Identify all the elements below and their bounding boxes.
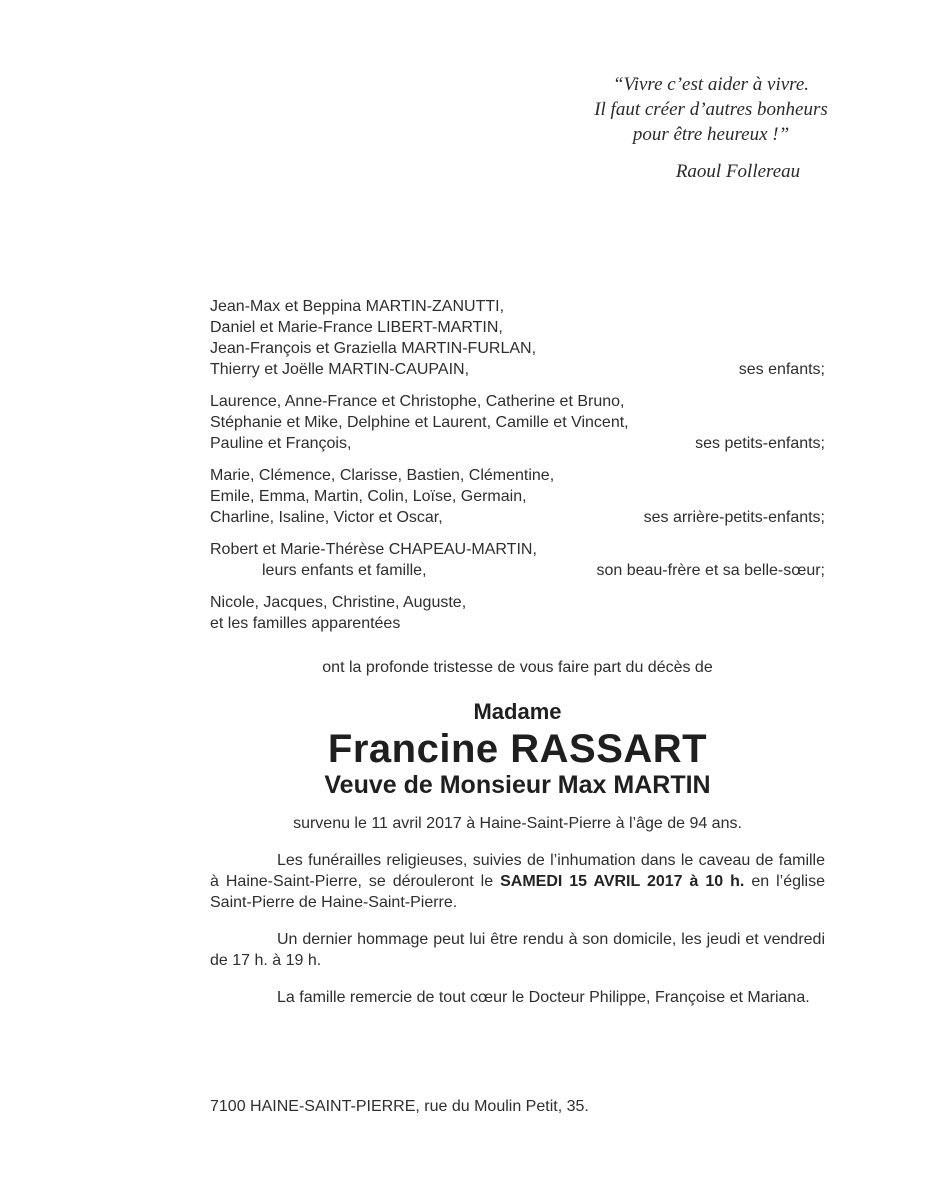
family-names-line: Stéphanie et Mike, Delphine et Laurent, Camille et Vincent,	[210, 414, 629, 431]
body-paragraph	[210, 987, 825, 1008]
paragraph-text: La famille remercie de tout cœur le Docteur Philippe, Françoise et Mariana.	[277, 989, 810, 1006]
body-paragraphs	[210, 850, 825, 1008]
quote-block	[556, 72, 866, 184]
family-names-line: et les familles apparentées	[210, 615, 401, 632]
family-last-line	[210, 613, 825, 634]
family-group	[210, 296, 825, 380]
ceremony-datetime-bold: SAMEDI 15 AVRIL 2017 à 10 h.	[500, 873, 745, 890]
quote-line: pour être heureux !”	[632, 124, 790, 145]
body-paragraph	[210, 850, 825, 913]
family-names-line: Jean-Max et Beppina MARTIN-ZANUTTI,	[210, 298, 505, 315]
announcement-intro: ont la profonde tristesse de vous faire part du décès de	[322, 659, 713, 676]
family-names-line: Charline, Isaline, Victor et Oscar,	[210, 509, 443, 526]
paragraph-text: en l’église Saint-Pierre de Haine-Saint-Pierre.	[210, 873, 826, 911]
quote-author: Raoul Follereau	[675, 161, 801, 182]
family-names-line: leurs enfants et famille,	[262, 562, 427, 579]
family-names-line: Marie, Clémence, Clarisse, Bastien, Clémentine,	[210, 467, 555, 484]
relation-label: ses petits-enfants;	[695, 435, 825, 452]
paragraph-text: Un dernier hommage peut lui être rendu à son domicile, les jeudi et vendredi de 17 h. à 19 h.	[210, 931, 825, 969]
announcement-content	[210, 296, 825, 1008]
family-names-line: Jean-François et Graziella MARTIN-FURLAN,	[210, 340, 537, 357]
family-last-line	[210, 433, 825, 454]
family-last-line	[210, 560, 825, 581]
relation-label: ses arrière-petits-enfants;	[643, 509, 825, 526]
deceased-subtitle: Veuve de Monsieur Max MARTIN	[324, 771, 711, 799]
family-group	[210, 391, 825, 454]
family-names-line: Robert et Marie-Thérèse CHAPEAU-MARTIN,	[210, 541, 537, 558]
quote-line: “Vivre c’est aider à vivre.	[612, 74, 810, 95]
family-last-line	[210, 359, 825, 380]
footer-address: 7100 HAINE-SAINT-PIERRE, rue du Moulin Petit, 35.	[210, 1098, 589, 1115]
family-group	[210, 539, 825, 581]
family-names-line: Laurence, Anne-France et Christophe, Catherine et Bruno,	[210, 393, 625, 410]
family-group	[210, 592, 825, 634]
family-group	[210, 465, 825, 528]
paragraph-text: Les funérailles religieuses, suivies de l’inhumation dans le caveau de famille à Haine-Saint-Pierre, se dérouleront le	[210, 852, 825, 890]
death-details-line: survenu le 11 avril 2017 à Haine-Saint-Pierre à l’âge de 94 ans.	[293, 815, 742, 832]
deceased-title: Madame	[473, 699, 562, 724]
body-paragraph	[210, 929, 825, 971]
quote-line: Il faut créer d’autres bonheurs	[594, 99, 828, 120]
family-groups	[210, 296, 825, 634]
family-names-line: Pauline et François,	[210, 435, 352, 452]
family-names-line: Thierry et Joëlle MARTIN-CAUPAIN,	[210, 361, 470, 378]
deceased-name: Francine RASSART	[327, 727, 708, 771]
relation-label: son beau-frère et sa belle-sœur;	[596, 562, 825, 579]
family-last-line	[210, 507, 825, 528]
relation-label: ses enfants;	[738, 361, 825, 378]
family-names-line: Daniel et Marie-France LIBERT-MARTIN,	[210, 319, 503, 336]
family-names-line: Nicole, Jacques, Christine, Auguste,	[210, 594, 467, 611]
family-names-line: Emile, Emma, Martin, Colin, Loïse, Germain,	[210, 488, 527, 505]
